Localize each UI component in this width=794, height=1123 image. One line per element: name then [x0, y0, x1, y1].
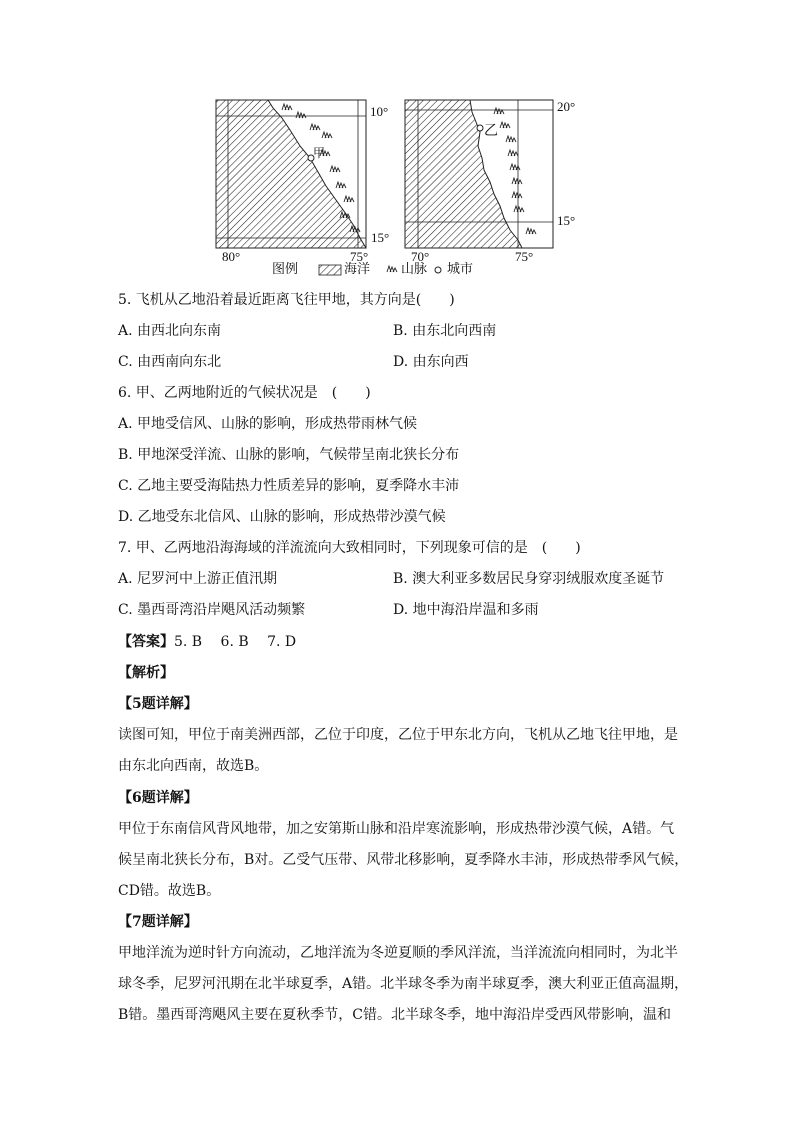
body-line: 候呈南北狭长分布，B对。乙受气压带、风带北移影响，夏季降水丰沛，形成热带季风气候， — [118, 852, 689, 868]
option-a: A. 甲地受信风、山脉的影响，形成热带雨林气候 — [118, 416, 418, 432]
option-d: D. 由东向西 — [393, 354, 469, 370]
section-6-title: 【6题详解】 — [118, 790, 198, 806]
body-line: 甲地洋流为逆时针方向流动，乙地洋流为冬逆夏顺的季风洋流，当洋流流向相同时，为北半 — [118, 945, 678, 961]
legend-ocean-label: 海洋 — [344, 262, 371, 277]
legend-title: 图例 — [272, 262, 299, 277]
right-lat-top: 20° — [557, 99, 576, 114]
legend-ocean-swatch — [319, 265, 341, 275]
body-line: B错。墨西哥湾飓风主要在夏秋季节，C错。北半球冬季，地中海沿岸受西风带影响，温和 — [118, 1007, 671, 1023]
right-lon-left: 70° — [411, 249, 430, 264]
option-a: A. 尼罗河中上游正值汛期 — [118, 571, 278, 587]
question-stem: 6. 甲、乙两地附近的气候状况是 ( ) — [118, 385, 371, 401]
section-5-title: 【5题详解】 — [118, 696, 198, 712]
answer-line — [118, 632, 296, 652]
option-c: C. 墨西哥湾沿岸飓风活动频繁 — [118, 602, 306, 618]
right-lat-bottom: 15° — [557, 213, 576, 228]
answer-label: 【答案】 — [118, 634, 174, 650]
section-6-body — [118, 814, 689, 907]
legend-city-icon — [435, 267, 441, 273]
option-b: B. 由东北向西南 — [393, 323, 497, 339]
left-lat-top: 10° — [370, 104, 389, 119]
question-stem: 7. 甲、乙两地沿海海域的洋流流向大致相同时，下列现象可信的是 ( ) — [118, 540, 581, 556]
left-lon-right: 75° — [350, 249, 369, 264]
legend-city-label: 城市 — [447, 262, 474, 277]
option-d: D. 地中海沿岸温和多雨 — [393, 602, 539, 618]
option-c: C. 乙地主要受海陆热力性质差异的影响，夏季降水丰沛 — [118, 478, 460, 494]
body-line: CD错。故选B。 — [118, 883, 221, 899]
body-line: 甲位于东南信风背风地带，加之安第斯山脉和沿岸寒流影响，形成热带沙漠气候，A错。气 — [118, 821, 675, 837]
option-d: D. 乙地受东北信风、山脉的影响，形成热带沙漠气候 — [118, 509, 446, 525]
option-c: C. 由西南向东北 — [118, 354, 222, 370]
left-lat-bottom: 15° — [371, 230, 390, 245]
left-lon-left: 80° — [222, 249, 241, 264]
answer-values: 5. B 6. B 7. D — [174, 634, 297, 650]
city-yi-label: 乙 — [484, 124, 498, 139]
map-right — [405, 100, 553, 248]
map-left — [216, 100, 366, 248]
analysis-label: 【解析】 — [118, 665, 174, 681]
right-lon-right: 75° — [515, 249, 534, 264]
option-b: B. 澳大利亚多数居民身穿羽绒服欢度圣诞节 — [393, 571, 665, 587]
section-5-body — [118, 720, 678, 782]
city-yi-marker — [477, 125, 483, 131]
body-line: 读图可知，甲位于南美洲西部，乙位于印度，乙位于甲东北方向，飞机从乙地飞往甲地，是 — [118, 727, 678, 743]
body-line: 由东北向西南，故选B。 — [118, 758, 269, 774]
question-stem: 5. 飞机从乙地沿着最近距离飞往甲地，其方向是( ) — [118, 292, 455, 308]
option-b: B. 甲地深受洋流、山脉的影响，气候带呈南北狭长分布 — [118, 447, 460, 463]
section-7-title: 【7题详解】 — [118, 914, 198, 930]
body-line: 球冬季，尼罗河汛期在北半球夏季，A错。北半球冬季为南半球夏季，澳大利亚正值高温期， — [118, 976, 689, 992]
legend-mountain-icon — [387, 266, 397, 272]
maps-svg — [0, 0, 794, 290]
section-7-body — [118, 938, 689, 1031]
legend-mountain-label: 山脉 — [401, 262, 428, 277]
option-a: A. 由西北向东南 — [118, 323, 222, 339]
city-jia-label: 甲 — [313, 146, 326, 160]
